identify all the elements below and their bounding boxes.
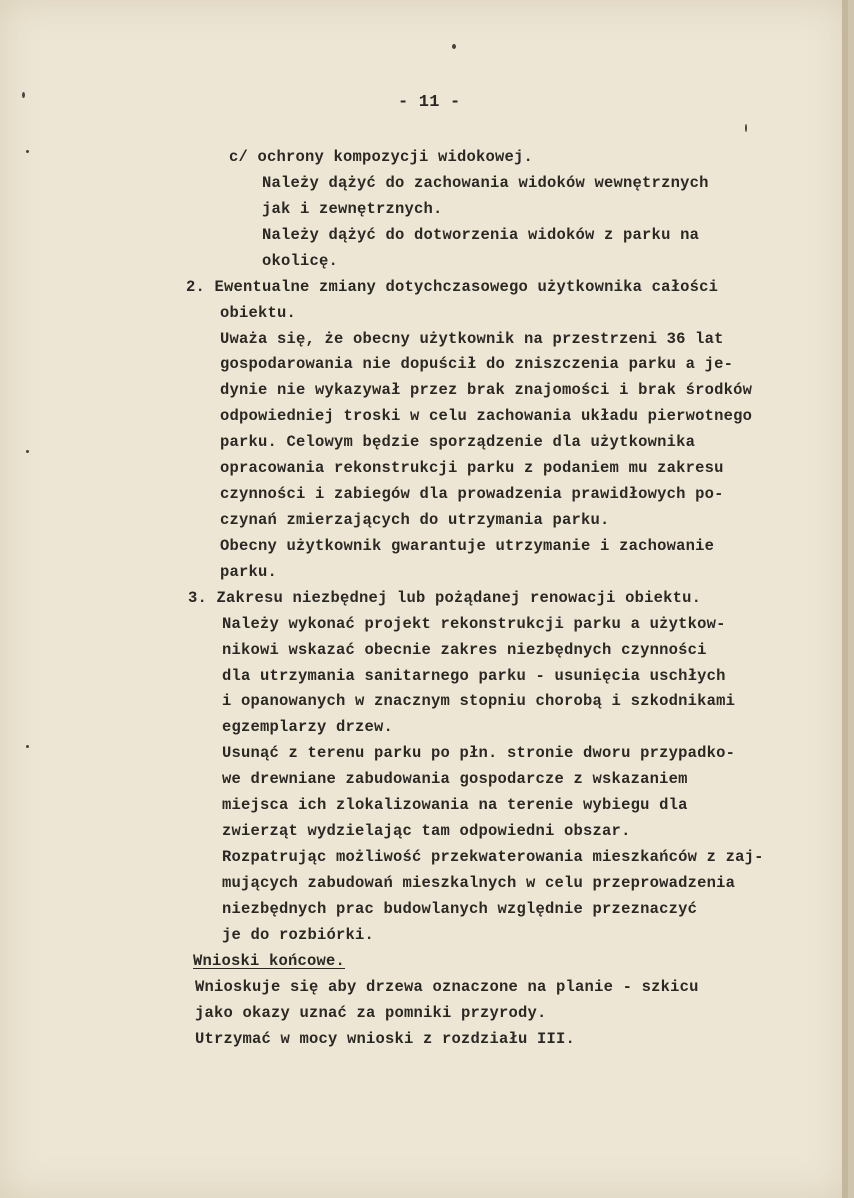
text-line: mujących zabudowań mieszkalnych w celu przeprowadzenia: [222, 874, 736, 892]
text-line: obiektu.: [220, 304, 297, 322]
text-line: odpowiedniej troski w celu zachowania układu pierwotnego: [220, 407, 753, 425]
text-line: we drewniane zabudowania gospodarcze z wskazaniem: [222, 770, 688, 788]
text-line: nikowi wskazać obecnie zakres niezbędnych czynności: [222, 641, 707, 659]
text-line: c/ ochrony kompozycji widokowej.: [229, 148, 534, 166]
paper-speck: [26, 745, 29, 748]
text-line: parku. Celowym będzie sporządzenie dla użytkownika: [220, 433, 696, 451]
text-line: Rozpatrując możliwość przekwaterowania mieszkańców z zaj-: [222, 848, 764, 866]
text-line: czynności i zabiegów dla prowadzenia prawidłowych po-: [220, 485, 724, 503]
text-line: egzemplarzy drzew.: [222, 718, 394, 736]
paper-speck: [26, 150, 29, 153]
paper-speck: [22, 92, 25, 98]
text-line: parku.: [220, 563, 278, 581]
text-line: zwierząt wydzielając tam odpowiedni obszar.: [222, 822, 631, 840]
paper-speck: [452, 44, 456, 49]
text-line: je do rozbiórki.: [222, 926, 375, 944]
text-line: Usunąć z terenu parku po płn. stronie dworu przypadko-: [222, 744, 736, 762]
page-edge: [842, 0, 848, 1198]
text-line: Uważa się, że obecny użytkownik na przestrzeni 36 lat: [220, 330, 724, 348]
section-heading: Wnioski końcowe.: [193, 952, 346, 970]
text-line: Należy dążyć do dotworzenia widoków z parku na: [262, 226, 700, 244]
text-line: Utrzymać w mocy wnioski z rozdziału III.: [195, 1030, 576, 1048]
text-line: Obecny użytkownik gwarantuje utrzymanie i zachowanie: [220, 537, 715, 555]
text-line: jak i zewnętrznych.: [262, 200, 443, 218]
text-line: okolicę.: [262, 252, 339, 270]
text-line: 2. Ewentualne zmiany dotychczasowego użytkownika całości: [186, 278, 719, 296]
text-line: jako okazy uznać za pomniki przyrody.: [195, 1004, 547, 1022]
text-line: Należy wykonać projekt rekonstrukcji parku a użytkow-: [222, 615, 726, 633]
text-line: niezbędnych prac budowlanych względnie przeznaczyć: [222, 900, 698, 918]
paper-speck: [26, 450, 29, 453]
text-line: Wnioskuje się aby drzewa oznaczone na planie - szkicu: [195, 978, 699, 996]
text-line: dla utrzymania sanitarnego parku - usunięcia uschłych: [222, 667, 726, 685]
text-line: opracowania rekonstrukcji parku z podaniem mu zakresu: [220, 459, 724, 477]
text-line: gospodarowania nie dopuścił do zniszczenia parku a je-: [220, 355, 734, 373]
page-number: - 11 -: [398, 93, 461, 112]
paper-speck: [745, 124, 747, 132]
text-line: Należy dążyć do zachowania widoków wewnętrznych: [262, 174, 709, 192]
text-line: miejsca ich zlokalizowania na terenie wybiegu dla: [222, 796, 688, 814]
text-line: czynań zmierzających do utrzymania parku.: [220, 511, 610, 529]
text-line: 3. Zakresu niezbędnej lub pożądanej renowacji obiektu.: [188, 589, 702, 607]
text-line: i opanowanych w znacznym stopniu chorobą i szkodnikami: [222, 692, 736, 710]
text-line: dynie nie wykazywał przez brak znajomości i brak środków: [220, 381, 753, 399]
